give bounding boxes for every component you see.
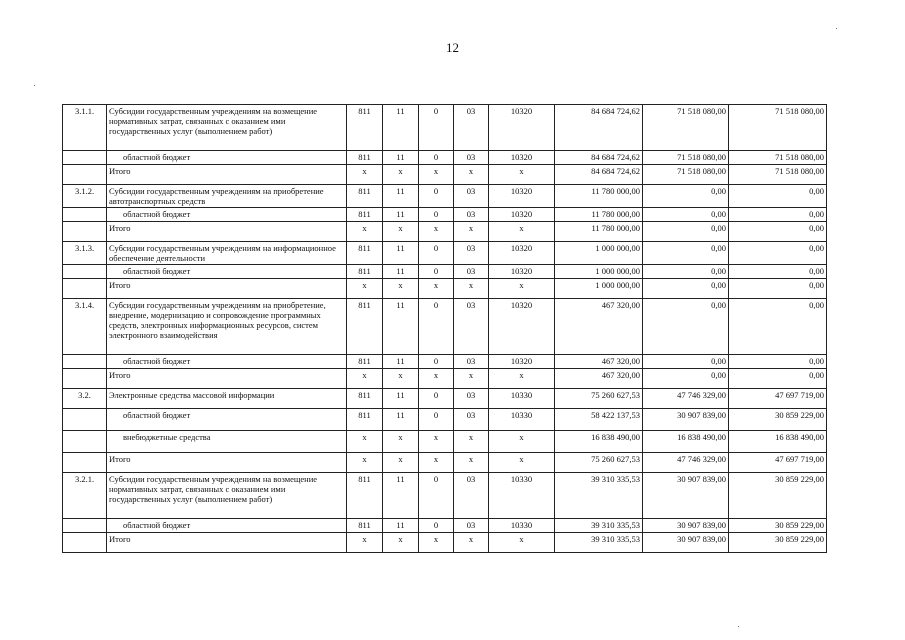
amount-year-3: 30 859 229,00: [729, 519, 827, 533]
code-article: 03: [454, 105, 489, 151]
code-ministry: 811: [347, 185, 383, 208]
row-name: Субсидии государственным учреждениям на возмещение нормативных затрат, связанных с оказанием ими государственных услуг (выполнением работ): [107, 105, 347, 151]
row-name: областной бюджет: [107, 208, 347, 222]
code-section: 11: [383, 105, 419, 151]
row-name: областной бюджет: [107, 151, 347, 165]
amount-year-3: 0,00: [729, 222, 827, 242]
code-target: 10330: [489, 519, 555, 533]
row-number: [63, 151, 107, 165]
table-row: [63, 222, 827, 242]
amount-year-2: 0,00: [643, 355, 729, 369]
code-subsection: x: [419, 369, 454, 389]
amount-year-2: 0,00: [643, 279, 729, 299]
amount-year-1: 39 310 335,53: [555, 519, 643, 533]
code-ministry: 811: [347, 265, 383, 279]
code-ministry: 811: [347, 473, 383, 519]
code-ministry: 811: [347, 389, 383, 409]
code-section: 11: [383, 299, 419, 355]
amount-year-2: 30 907 839,00: [643, 409, 729, 431]
code-ministry: x: [347, 369, 383, 389]
code-ministry: x: [347, 222, 383, 242]
code-target: 10320: [489, 242, 555, 265]
amount-year-3: 30 859 229,00: [729, 409, 827, 431]
amount-year-2: 30 907 839,00: [643, 533, 729, 553]
code-subsection: 0: [419, 208, 454, 222]
amount-year-3: 30 859 229,00: [729, 473, 827, 519]
row-number: [63, 453, 107, 473]
table-row: [63, 208, 827, 222]
amount-year-2: 0,00: [643, 299, 729, 355]
table-row: [63, 165, 827, 185]
page-number: 12: [446, 40, 459, 55]
table-row: [63, 105, 827, 151]
table-row: [63, 151, 827, 165]
code-article: x: [454, 165, 489, 185]
code-section: 11: [383, 389, 419, 409]
table-row: [63, 453, 827, 473]
row-number: 3.1.2.: [63, 185, 107, 208]
row-number: [63, 409, 107, 431]
amount-year-2: 71 518 080,00: [643, 105, 729, 151]
code-subsection: 0: [419, 519, 454, 533]
code-ministry: 811: [347, 151, 383, 165]
code-target: 10320: [489, 355, 555, 369]
amount-year-2: 71 518 080,00: [643, 165, 729, 185]
code-article: x: [454, 431, 489, 453]
table-row: [63, 389, 827, 409]
amount-year-2: 16 838 490,00: [643, 431, 729, 453]
amount-year-3: 30 859 229,00: [729, 533, 827, 553]
code-section: 11: [383, 185, 419, 208]
code-section: x: [383, 453, 419, 473]
amount-year-3: 47 697 719,00: [729, 453, 827, 473]
code-subsection: 0: [419, 151, 454, 165]
row-name: областной бюджет: [107, 519, 347, 533]
amount-year-2: 30 907 839,00: [643, 473, 729, 519]
amount-year-3: 71 518 080,00: [729, 165, 827, 185]
code-target: x: [489, 222, 555, 242]
row-number: [63, 265, 107, 279]
code-article: 03: [454, 299, 489, 355]
code-target: 10330: [489, 409, 555, 431]
table-row: [63, 431, 827, 453]
table-row: [63, 473, 827, 519]
code-ministry: x: [347, 453, 383, 473]
code-ministry: x: [347, 533, 383, 553]
code-section: 11: [383, 265, 419, 279]
row-number: [63, 222, 107, 242]
table-row: [63, 519, 827, 533]
table-body: [63, 105, 827, 553]
table-row: [63, 279, 827, 299]
code-target: 10320: [489, 299, 555, 355]
code-subsection: x: [419, 533, 454, 553]
code-target: x: [489, 279, 555, 299]
row-number: [63, 533, 107, 553]
table-row: [63, 299, 827, 355]
code-article: x: [454, 453, 489, 473]
scan-speck: [738, 626, 739, 627]
row-number: 3.2.1.: [63, 473, 107, 519]
code-subsection: 0: [419, 473, 454, 519]
code-subsection: x: [419, 431, 454, 453]
row-name: Итого: [107, 453, 347, 473]
amount-year-1: 84 684 724,62: [555, 105, 643, 151]
amount-year-1: 11 780 000,00: [555, 185, 643, 208]
table-row: [63, 355, 827, 369]
code-article: 03: [454, 242, 489, 265]
amount-year-1: 75 260 627,53: [555, 389, 643, 409]
code-target: 10320: [489, 265, 555, 279]
table-row: [63, 185, 827, 208]
amount-year-2: 47 746 329,00: [643, 389, 729, 409]
amount-year-3: 71 518 080,00: [729, 151, 827, 165]
code-subsection: 0: [419, 242, 454, 265]
amount-year-2: 0,00: [643, 242, 729, 265]
amount-year-3: 0,00: [729, 265, 827, 279]
row-name: Субсидии государственным учреждениям на приобретение автотранспортных средств: [107, 185, 347, 208]
table-row: [63, 409, 827, 431]
code-article: x: [454, 222, 489, 242]
table-row: [63, 242, 827, 265]
row-number: [63, 355, 107, 369]
code-target: 10320: [489, 105, 555, 151]
code-article: x: [454, 533, 489, 553]
amount-year-1: 16 838 490,00: [555, 431, 643, 453]
row-number: [63, 279, 107, 299]
row-number: [63, 369, 107, 389]
row-name: областной бюджет: [107, 409, 347, 431]
code-section: x: [383, 222, 419, 242]
code-ministry: x: [347, 279, 383, 299]
amount-year-1: 11 780 000,00: [555, 222, 643, 242]
code-subsection: x: [419, 165, 454, 185]
amount-year-3: 47 697 719,00: [729, 389, 827, 409]
code-article: 03: [454, 473, 489, 519]
row-name: Итого: [107, 533, 347, 553]
code-article: 03: [454, 185, 489, 208]
code-article: 03: [454, 208, 489, 222]
code-subsection: 0: [419, 299, 454, 355]
row-number: [63, 208, 107, 222]
amount-year-1: 84 684 724,62: [555, 165, 643, 185]
amount-year-2: 0,00: [643, 265, 729, 279]
amount-year-3: 0,00: [729, 242, 827, 265]
code-subsection: x: [419, 279, 454, 299]
table-row: [63, 369, 827, 389]
scan-speck: [34, 85, 35, 86]
amount-year-1: 1 000 000,00: [555, 279, 643, 299]
amount-year-2: 30 907 839,00: [643, 519, 729, 533]
row-number: 3.1.3.: [63, 242, 107, 265]
table-row: [63, 533, 827, 553]
code-ministry: 811: [347, 409, 383, 431]
code-subsection: 0: [419, 185, 454, 208]
amount-year-3: 0,00: [729, 369, 827, 389]
row-name: Субсидии государственным учреждениям на приобретение, внедрение, модернизацию и сопровождение программных средств, электронных информационных ресурсов, систем электронного взаимодействия: [107, 299, 347, 355]
code-target: 10320: [489, 208, 555, 222]
row-number: 3.1.1.: [63, 105, 107, 151]
code-article: x: [454, 279, 489, 299]
amount-year-1: 467 320,00: [555, 355, 643, 369]
code-section: 11: [383, 242, 419, 265]
code-target: 10320: [489, 151, 555, 165]
row-number: 3.1.4.: [63, 299, 107, 355]
amount-year-2: 0,00: [643, 185, 729, 208]
code-subsection: 0: [419, 105, 454, 151]
code-section: 11: [383, 519, 419, 533]
row-name: Электронные средства массовой информации: [107, 389, 347, 409]
code-section: 11: [383, 473, 419, 519]
code-section: 11: [383, 151, 419, 165]
code-section: x: [383, 165, 419, 185]
code-subsection: 0: [419, 355, 454, 369]
budget-table: [62, 104, 827, 553]
scan-speck: [836, 28, 837, 29]
code-article: 03: [454, 409, 489, 431]
row-name: Итого: [107, 369, 347, 389]
row-number: 3.2.: [63, 389, 107, 409]
row-number: [63, 519, 107, 533]
code-subsection: x: [419, 453, 454, 473]
row-name: Итого: [107, 222, 347, 242]
row-name: Субсидии государственным учреждениям на информационное обеспечение деятельности: [107, 242, 347, 265]
amount-year-2: 0,00: [643, 369, 729, 389]
amount-year-1: 467 320,00: [555, 369, 643, 389]
code-ministry: 811: [347, 519, 383, 533]
amount-year-3: 0,00: [729, 185, 827, 208]
code-section: x: [383, 533, 419, 553]
code-section: x: [383, 279, 419, 299]
code-subsection: 0: [419, 389, 454, 409]
code-ministry: x: [347, 165, 383, 185]
amount-year-2: 0,00: [643, 208, 729, 222]
code-article: 03: [454, 151, 489, 165]
code-subsection: 0: [419, 409, 454, 431]
amount-year-1: 1 000 000,00: [555, 265, 643, 279]
code-subsection: x: [419, 222, 454, 242]
code-ministry: 811: [347, 355, 383, 369]
row-number: [63, 431, 107, 453]
row-name: Итого: [107, 165, 347, 185]
code-target: x: [489, 431, 555, 453]
code-section: x: [383, 431, 419, 453]
amount-year-2: 47 746 329,00: [643, 453, 729, 473]
code-ministry: 811: [347, 105, 383, 151]
code-target: 10330: [489, 473, 555, 519]
amount-year-3: 71 518 080,00: [729, 105, 827, 151]
code-ministry: 811: [347, 299, 383, 355]
code-subsection: 0: [419, 265, 454, 279]
amount-year-3: 0,00: [729, 299, 827, 355]
code-section: x: [383, 369, 419, 389]
row-name: внебюджетные средства: [107, 431, 347, 453]
code-article: 03: [454, 355, 489, 369]
amount-year-1: 75 260 627,53: [555, 453, 643, 473]
amount-year-2: 0,00: [643, 222, 729, 242]
amount-year-3: 16 838 490,00: [729, 431, 827, 453]
row-name: Итого: [107, 279, 347, 299]
code-ministry: 811: [347, 242, 383, 265]
amount-year-1: 11 780 000,00: [555, 208, 643, 222]
amount-year-3: 0,00: [729, 279, 827, 299]
code-target: x: [489, 453, 555, 473]
amount-year-1: 467 320,00: [555, 299, 643, 355]
amount-year-1: 39 310 335,53: [555, 533, 643, 553]
code-target: 10330: [489, 389, 555, 409]
row-number: [63, 165, 107, 185]
amount-year-3: 0,00: [729, 355, 827, 369]
code-ministry: x: [347, 431, 383, 453]
code-target: x: [489, 165, 555, 185]
row-name: Субсидии государственным учреждениям на возмещение нормативных затрат, связанных с оказанием ими государственных услуг (выполнением работ): [107, 473, 347, 519]
row-name: областной бюджет: [107, 355, 347, 369]
code-section: 11: [383, 355, 419, 369]
code-section: 11: [383, 409, 419, 431]
amount-year-1: 39 310 335,53: [555, 473, 643, 519]
amount-year-1: 58 422 137,53: [555, 409, 643, 431]
code-target: x: [489, 369, 555, 389]
row-name: областной бюджет: [107, 265, 347, 279]
amount-year-3: 0,00: [729, 208, 827, 222]
amount-year-1: 84 684 724,62: [555, 151, 643, 165]
table-row: [63, 265, 827, 279]
code-article: x: [454, 369, 489, 389]
code-target: x: [489, 533, 555, 553]
code-ministry: 811: [347, 208, 383, 222]
code-article: 03: [454, 519, 489, 533]
code-article: 03: [454, 389, 489, 409]
code-article: 03: [454, 265, 489, 279]
amount-year-2: 71 518 080,00: [643, 151, 729, 165]
code-target: 10320: [489, 185, 555, 208]
code-section: 11: [383, 208, 419, 222]
amount-year-1: 1 000 000,00: [555, 242, 643, 265]
